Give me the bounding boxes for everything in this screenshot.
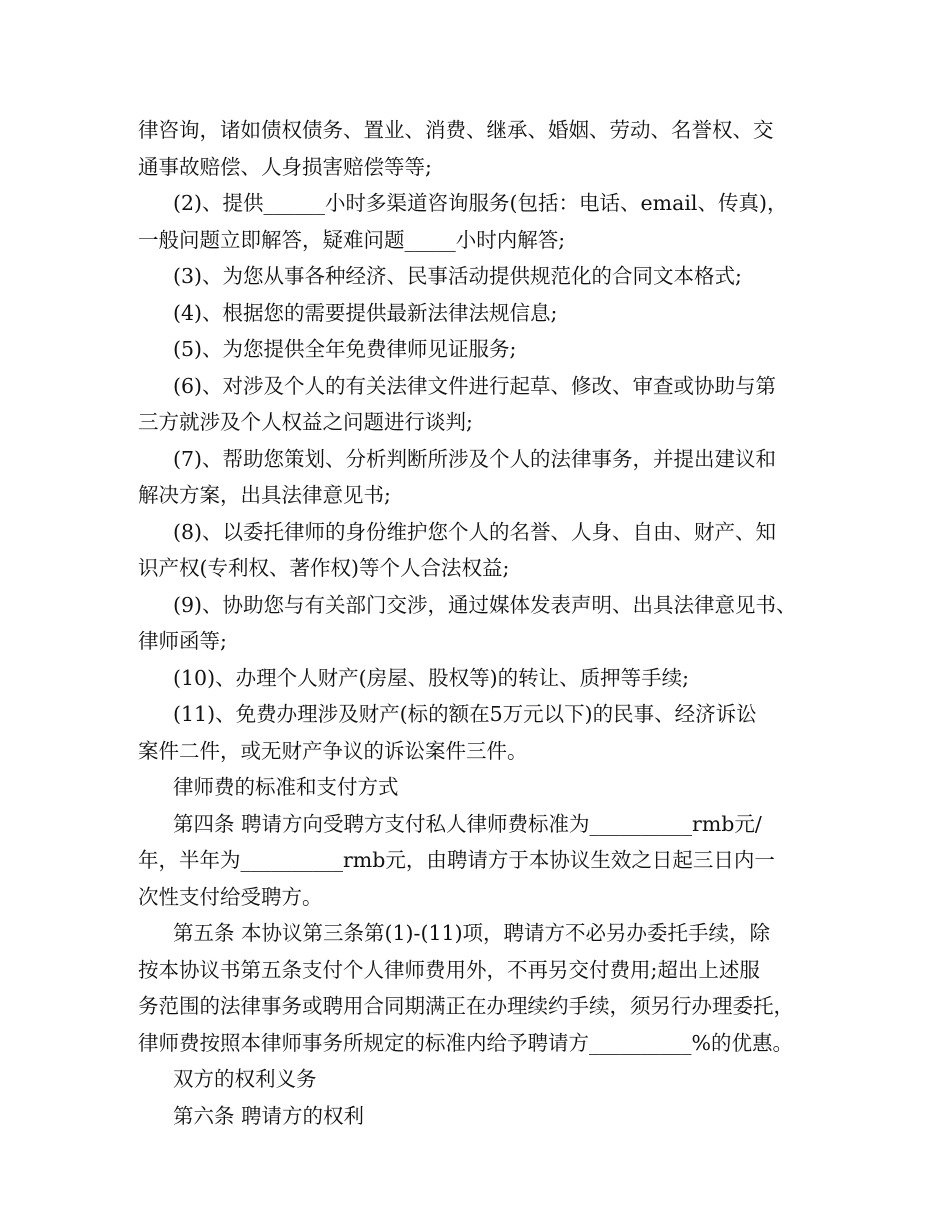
text-line: (11)、免费办理涉及财产(标的额在5万元以下)的民事、经济诉讼 (173, 702, 757, 726)
text-line: (10)、办理个人财产(房屋、股权等)的转让、质押等手续; (173, 665, 689, 690)
document-body (138, 112, 828, 1134)
text-line: (8)、以委托律师的身份维护您个人的名誉、人身、自由、财产、知 (173, 519, 777, 544)
text-line: 年，半年为__________rmb元，由聘请方于本协议生效之日起三日内一 (138, 848, 775, 872)
text-line: (4)、根据您的需要提供最新法律法规信息; (173, 300, 558, 325)
text-line: (7)、帮助您策划、分析判断所涉及个人的法律事务，并提出建议和 (173, 446, 777, 471)
text-line: 律师函等; (138, 629, 227, 653)
text-line: (3)、为您从事各种经济、民事活动提供规范化的合同文本格式; (173, 264, 742, 288)
text-line: 三方就涉及个人权益之问题进行谈判; (138, 410, 473, 434)
text-line: 律师费的标准和支付方式 (173, 775, 399, 799)
text-line: 按本协议书第五条支付个人律师费用外，不再另交付费用;超出上述服 (138, 957, 760, 982)
text-line: 第六条 聘请方的权利 (173, 1103, 365, 1128)
text-line: (5)、为您提供全年免费律师见证服务; (173, 337, 517, 361)
text-line: 次性支付给受聘方。 (138, 884, 323, 909)
text-line: 案件二件，或无财产争议的诉讼案件三件。 (138, 738, 528, 763)
text-line: 双方的权利义务 (173, 1067, 317, 1091)
text-line: 通事故赔偿、人身损害赔偿等等; (138, 154, 432, 179)
text-line: (6)、对涉及个人的有关法律文件进行起草、修改、审查或协助与第 (173, 373, 777, 398)
text-line: 律师费按照本律师事务所规定的标准内给予聘请方__________%的优惠。 (138, 1030, 793, 1055)
text-line: 解决方案，出具法律意见书; (138, 483, 391, 507)
text-line: 第四条 聘请方向受聘方支付私人律师费标准为__________rmb元/ (173, 811, 762, 836)
text-line: (2)、提供______小时多渠道咨询服务(包括：电话、email、传真)， (173, 191, 788, 215)
text-line: 一般问题立即解答，疑难问题_____小时内解答; (138, 227, 566, 252)
text-line: 识产权(专利权、著作权)等个人合法权益; (138, 556, 510, 580)
text-line: 律咨询，诸如债权债务、置业、消费、继承、婚姻、劳动、名誉权、交 (138, 118, 774, 142)
text-line: 务范围的法律事务或聘用合同期满正在办理续约手续，须另行办理委托， (138, 994, 794, 1018)
text-line: 第五条 本协议第三条第(1)-(11)项，聘请方不必另办委托手续，除 (173, 921, 771, 945)
text-line: (9)、协助您与有关部门交涉，通过媒体发表声明、出具法律意见书、 (173, 592, 797, 617)
